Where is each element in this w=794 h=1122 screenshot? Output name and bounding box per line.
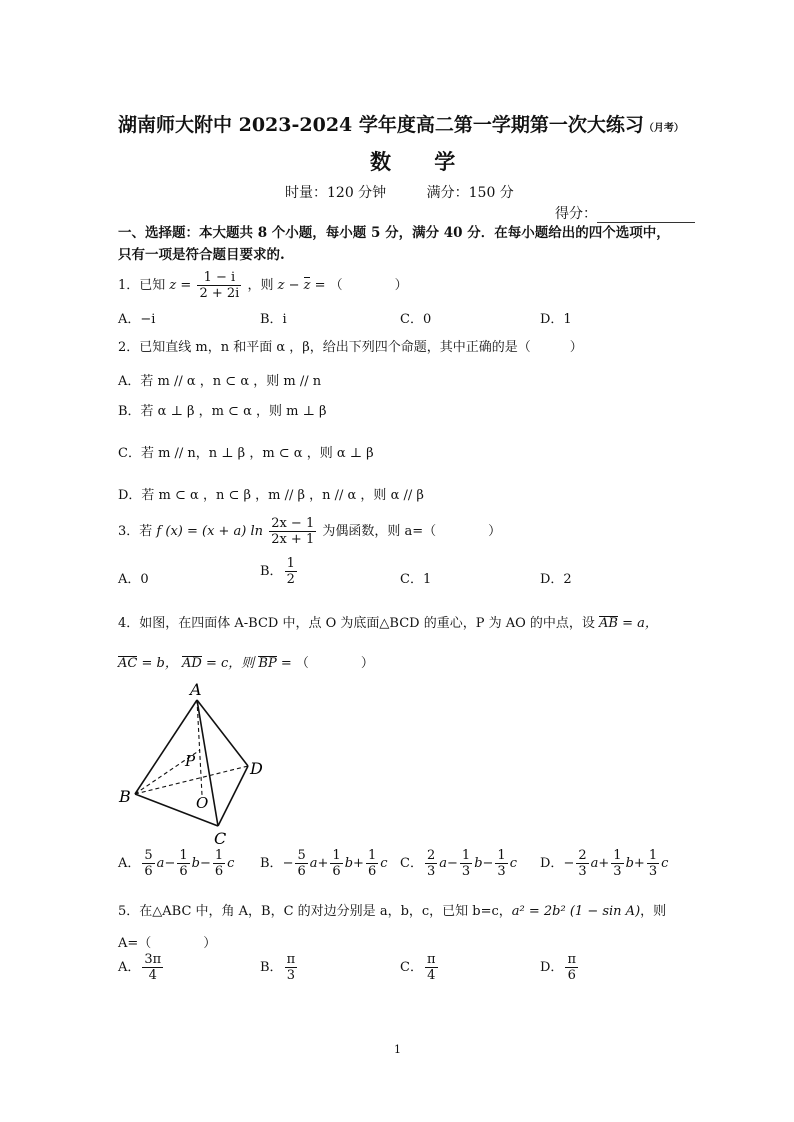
score-label: 得分： — [555, 206, 597, 222]
q2-option-a[interactable]: A．若 m // α ，n ⊂ α ，则 m // n — [118, 374, 322, 389]
q1-tail: = （ ） — [314, 278, 408, 293]
subject-heading: 数 学 — [370, 149, 474, 174]
q3-option-c[interactable]: C．1 — [400, 572, 432, 587]
q3-num: 3．若 — [118, 524, 153, 539]
q1-option-a[interactable]: A．−i — [118, 312, 156, 327]
label-p: P — [185, 752, 196, 770]
q4-option-a[interactable]: A． $\frac{5}{6}$ a− $\frac{1}{6}$ b− $\frac{1}{6}$ c — [118, 848, 235, 879]
section-line-2: 只有一项是符合题目要求的. — [118, 247, 285, 263]
label-d: D — [250, 759, 263, 778]
q1-option-c[interactable]: C．0 — [400, 312, 432, 327]
q1-zbar: z — [303, 278, 311, 293]
edge-ab — [135, 700, 197, 794]
q2-option-c[interactable]: C．若 m // n，n ⊥ β ，m ⊂ α ，则 α ⊥ β — [118, 446, 374, 461]
q1-mid: ，则 — [247, 278, 274, 293]
q1-z: z = — [169, 278, 192, 293]
score-blank[interactable] — [597, 208, 695, 223]
section-one-instructions — [118, 222, 678, 266]
exam-meta — [285, 182, 550, 202]
q3-option-d[interactable]: D．2 — [540, 572, 572, 587]
label-o: O — [196, 794, 209, 812]
q5-option-b[interactable]: B． $\frac{\pi}{3}$ — [260, 952, 296, 983]
q3-optb-fraction: $\frac{1}{2}$ — [286, 556, 295, 587]
exam-title-text: 湖南师大附中 2023-2024 学年度高二第一学期第一次大练习 — [118, 114, 644, 136]
label-b: B — [119, 787, 131, 806]
section-line-1: 一、选择题：本大题共 8 个小题，每小题 5 分，满分 40 分．在每小题给出的四个选项中， — [118, 225, 670, 241]
edge-bd-hidden — [135, 766, 248, 794]
tetrahedron-figure — [110, 678, 280, 848]
full-score: 满分：150 分 — [426, 185, 514, 201]
exam-title-suffix: （月考） — [643, 123, 684, 134]
score-field — [555, 203, 695, 223]
label-c: C — [214, 829, 227, 848]
vector-ac: AC — [118, 656, 138, 671]
q1-option-d[interactable]: D．1 — [540, 312, 572, 327]
exam-title — [118, 110, 684, 137]
q1-option-b[interactable]: B．i — [260, 312, 287, 327]
page-number: 1 — [394, 1043, 401, 1056]
vector-ad: AD — [181, 656, 202, 671]
time-limit: 时量：120 分钟 — [285, 185, 387, 201]
q3-tail: 为偶函数，则 a=（ ） — [322, 524, 502, 539]
q1-expr: z − — [277, 278, 300, 293]
q2-option-d[interactable]: D．若 m ⊂ α ，n ⊂ β ，m // β ，n // α ，则 α // β — [118, 488, 424, 503]
q4-option-c[interactable]: C． $\frac{2}{3}$ a− $\frac{1}{3}$ b− $\frac{1}{3}$ c — [400, 848, 517, 879]
question-4-line-2: AC = b， AD = c，则 BP = （ ） — [118, 656, 374, 671]
q5-option-d[interactable]: D． $\frac{\pi}{6}$ — [540, 952, 576, 983]
question-5-line-2: A=（ ） — [118, 936, 217, 951]
q4-option-b[interactable]: B．− $\frac{5}{6}$ a+ $\frac{1}{6}$ b+ $\frac{1}{6}$ c — [260, 848, 388, 879]
q5-option-a[interactable]: A． $\frac{3\pi}{4}$ — [118, 952, 162, 983]
q4-option-d[interactable]: D．− $\frac{2}{3}$ a+ $\frac{1}{3}$ b+ $\frac{1}{3}$ c — [540, 848, 669, 879]
vector-bp: BP — [258, 656, 277, 671]
q3-option-b[interactable]: B． $\frac{1}{2}$ — [260, 556, 295, 587]
edge-ad — [197, 700, 248, 766]
label-a: A — [190, 680, 202, 699]
question-1-stem — [118, 270, 408, 301]
question-2-stem: 2．已知直线 m，n 和平面 α ，β，给出下列四个命题，其中正确的是（ ） — [118, 340, 583, 355]
q3-fx: f (x) = (x + a) ln — [156, 524, 264, 539]
q1-num: 1．已知 — [118, 278, 166, 293]
q2-option-b[interactable]: B．若 α ⊥ β ，m ⊂ α ，则 m ⊥ β — [118, 404, 327, 419]
edge-cd — [218, 766, 248, 826]
q5-option-c[interactable]: C． $\frac{\pi}{4}$ — [400, 952, 436, 983]
question-3-stem — [118, 516, 501, 547]
question-5-line-1: 5．在△ABC 中，角 A，B，C 的对边分别是 a，b，c，已知 b=c，a² = 2b² (1 − sin A)，则 — [118, 904, 667, 919]
q3-fraction: $\frac{2x - 1}{2x + 1}$ — [271, 516, 315, 547]
q3-option-a[interactable]: A．0 — [118, 572, 149, 587]
question-4-line-1: 4．如图，在四面体 A-BCD 中，点 O 为底面△BCD 的重心，P 为 AO 的中点，设 AB = a， — [118, 616, 658, 631]
q1-fraction: $\frac{1 - i}{2 + 2i}$ — [199, 270, 240, 301]
q5-formula: a² = 2b² (1 − sin A) — [511, 904, 641, 919]
vector-ab: AB — [599, 616, 618, 631]
